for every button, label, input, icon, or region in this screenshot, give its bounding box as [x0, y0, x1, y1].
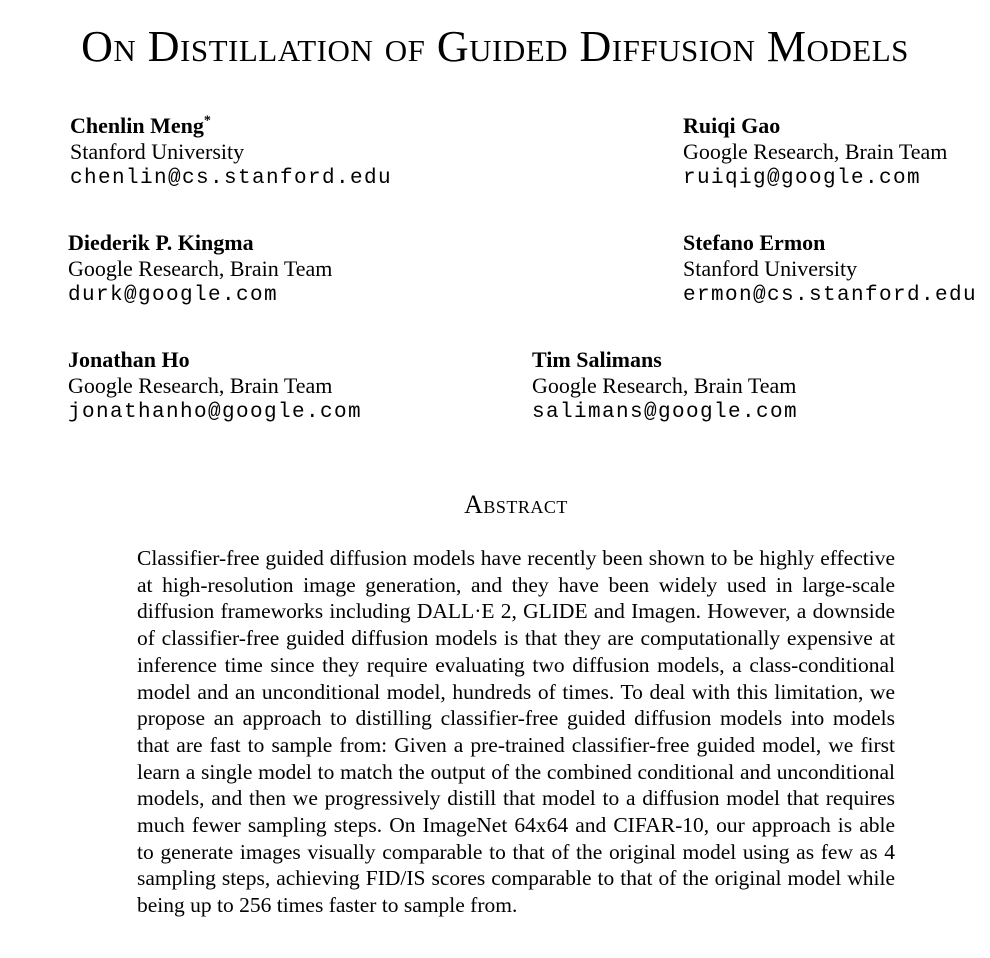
author-email: jonathanho@google.com — [68, 401, 363, 424]
author-name — [683, 230, 977, 256]
author-block — [70, 113, 392, 192]
author-name — [68, 347, 362, 373]
author-email: chenlin@cs.stanford.edu — [70, 167, 393, 190]
author-block — [532, 347, 798, 426]
author-name — [68, 230, 332, 256]
author-footnote-mark: * — [203, 113, 211, 129]
author-name — [683, 113, 947, 139]
author-name-text: Tim Salimans — [532, 347, 662, 372]
author-name-text: Diederik P. Kingma — [68, 230, 254, 255]
author-email: durk@google.com — [68, 284, 279, 307]
author-affiliation: Google Research, Brain Team — [68, 373, 333, 398]
author-name-text: Chenlin Meng — [70, 113, 204, 138]
author-affiliation: Stanford University — [683, 256, 858, 281]
author-affiliation: Google Research, Brain Team — [683, 139, 948, 164]
author-name — [532, 347, 798, 373]
author-block — [683, 230, 977, 309]
author-block — [68, 230, 332, 309]
author-affiliation: Google Research, Brain Team — [532, 373, 797, 398]
author-block — [68, 347, 362, 426]
abstract-heading: Abstract — [464, 490, 568, 519]
author-affiliation: Google Research, Brain Team — [68, 256, 333, 281]
author-email: ermon@cs.stanford.edu — [683, 284, 978, 307]
author-block — [683, 113, 947, 192]
author-name — [70, 113, 392, 139]
author-name-text: Jonathan Ho — [68, 347, 190, 372]
author-affiliation: Stanford University — [70, 139, 245, 164]
author-email: ruiqig@google.com — [683, 167, 922, 190]
paper-title: On Distillation of Guided Diffusion Models — [81, 22, 909, 71]
author-name-text: Ruiqi Gao — [683, 113, 781, 138]
author-email: salimans@google.com — [532, 401, 799, 424]
abstract-text: Classifier-free guided diffusion models have recently been shown to be highly effective at high-resolution image generation, and they have been widely used in large-scale diffusion frameworks including DALL·E 2, GLIDE and Imagen. However, a downside of classifier-free guided diffusion models is that they are computationally expensive at inference time since they require evaluating two diffusion models, a class-conditional model and an unconditional model, hundreds of times. To deal with this limitation, we propose an approach to distilling classifier-free guided diffusion models into models that are fast to sample from: Given a pre-trained classifier-free guided model, we first learn a single model to match the output of the combined conditional and unconditional models, and then we progressively distill that model to a diffusion model that requires much fewer sampling steps. On ImageNet 64x64 and CIFAR-10, our approach is able to generate images visually comparable to that of the original model using as few as 4 sampling steps, achieving FID/IS scores comparable to that of the original model while being up to 256 times faster to sample from. — [137, 546, 895, 918]
author-name-text: Stefano Ermon — [683, 230, 826, 255]
